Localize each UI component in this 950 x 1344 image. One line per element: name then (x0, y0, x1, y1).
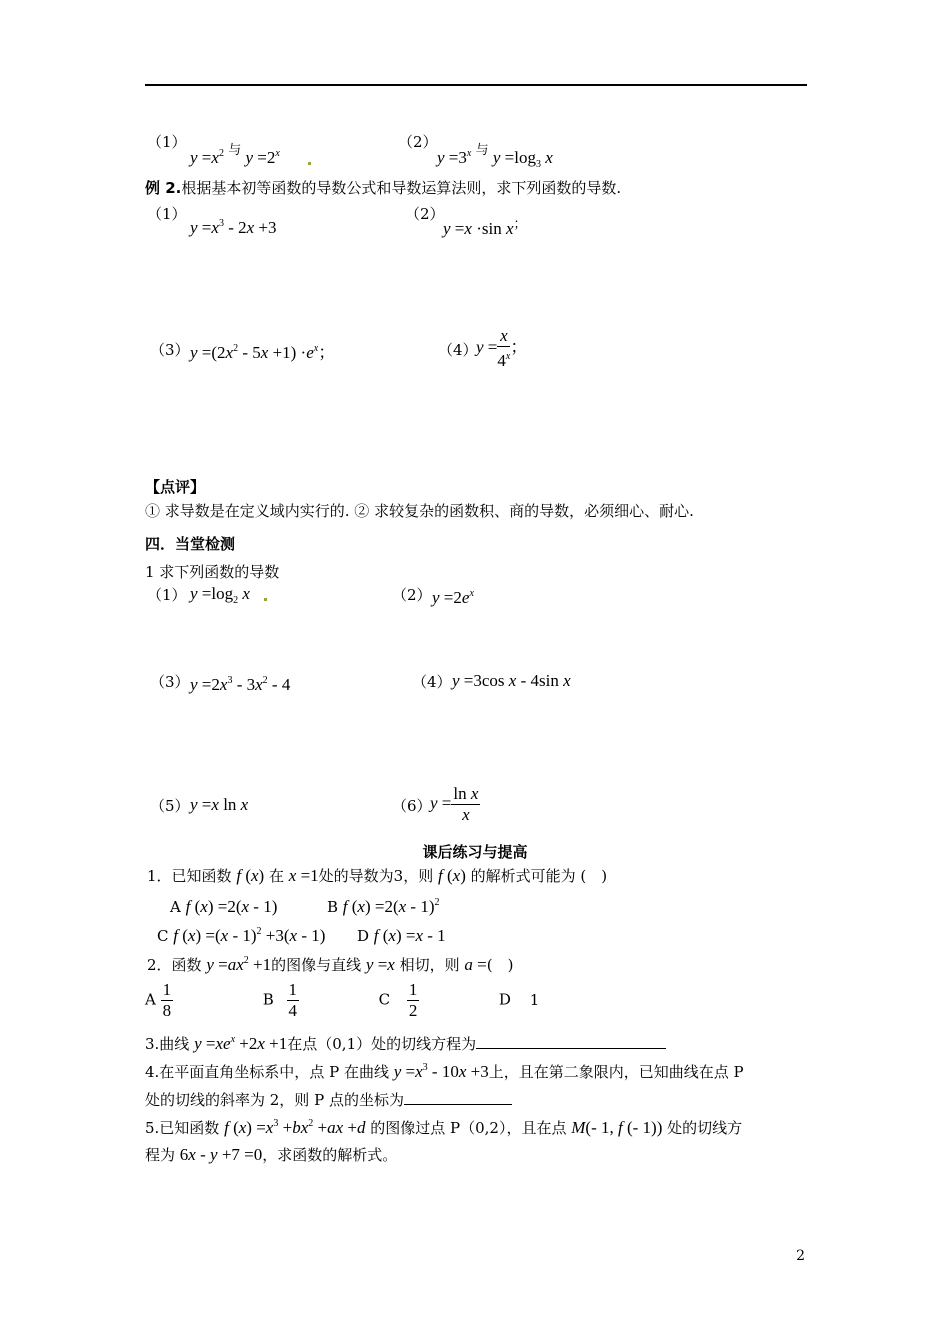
ex1-formula-2: $y =3^x$ $^与$ $y =\log_3$ x (437, 142, 553, 170)
ex2-item-2: （2） (405, 205, 445, 223)
test-formula-3: $y =2x^3 - 3x^2 - 4$ (190, 675, 291, 694)
question-1-options-ab: A f (x) =2(x - 1) B f (x) =2(x - 1)$^2$ (170, 897, 440, 916)
test-item-4: （4） (412, 673, 452, 691)
ex1-item-1: （1） (147, 133, 187, 151)
ex2-formula-3: $y =(2x^2 - 5x +1) \cdot e^x$； (190, 343, 336, 362)
question-4-cont: 处的切线的斜率为 2，则 P 点的坐标为 (145, 1090, 512, 1110)
header-rule (145, 84, 807, 86)
test-item-2: （2） (392, 586, 432, 604)
test-formula-5: y =x ln x (190, 795, 249, 814)
question-5: 5.已知函数 f $(x) =x^3 +bx^2 +ax +d$ 的图像过点 P（0,2），且在点 M(- 1, f (- 1)) 处的切线方 (145, 1118, 743, 1137)
comment-title: 【点评】 (145, 478, 206, 496)
answer-blank-4[interactable] (404, 1090, 512, 1105)
ex2-formula-2: y =x ·sin x； (443, 216, 527, 238)
test-item-5: （5） (150, 797, 190, 815)
test-formula-6: y = $\frac{\text{ln x}}{x}$ (430, 784, 479, 824)
ex1-formula-1: $y =x^2$ $^与$ $y =2^x$ (190, 140, 313, 168)
ex2-formula-1: $y =x^3 - 2x +3$ (190, 218, 277, 237)
test-formula-4: y =3cos x - 4sin x (452, 671, 571, 690)
test-item-1: （1） (147, 586, 187, 604)
ex2-formula-4: y = $\frac{x}{4^x}$ ； (476, 326, 528, 370)
page-number: 2 (796, 1248, 805, 1264)
question-5-cont: 程为 6x - y +7 =0，求函数的解析式。 (145, 1145, 398, 1164)
question-1-options-cd: C f (x) =(x - 1)$^2$ +3(x - 1) D f (x) =x - 1 (157, 926, 446, 945)
ex2-title: 例 2.根据基本初等函数的导数公式和导数运算法则，求下列函数的导数. (145, 179, 622, 197)
question-2: 2．函数 $y =ax^2 +1$的图像与直线 y =x 相切，则 a =( ) (147, 955, 514, 974)
ex2-item-3: （3） (150, 341, 190, 359)
question-4: 4.在平面直角坐标系中，点 P 在曲线 $y =x^3 - 10x +3$上，且在第二象限内，已知曲线在点 P (145, 1062, 744, 1081)
ex2-item-4: （4） (438, 341, 478, 359)
ex2-item-1: （1） (147, 205, 187, 223)
comment-text: ① 求导数是在定义域内实行的. ② 求较复杂的函数积、商的导数，必须细心、耐心. (145, 502, 694, 520)
question-1: 1．已知函数 f (x) 在 x =1处的导数为3，则 f (x) 的解析式可能为 ( ) (147, 866, 608, 885)
test-item-3: （3） (150, 673, 190, 691)
section4-title: 四．当堂检测 (145, 535, 236, 553)
test-intro: 1 求下列函数的导数 (145, 563, 280, 581)
question-2-options: A $\frac{1}{8}$ B $\frac{1}{4}$ C $\frac{1}{2}$ D 1 (145, 980, 540, 1020)
test-formula-2: $y =2e^x$ (432, 588, 474, 607)
test-item-6: （6） (392, 797, 432, 815)
question-3: 3.曲线 $y =xe^x +2x +1$在点（0,1）处的切线方程为 (145, 1030, 666, 1054)
after-class-title: 课后练习与提高 (422, 843, 528, 861)
test-formula-1: $y =\log_2$ x (190, 584, 269, 611)
ex1-item-2: （2） (398, 133, 438, 151)
answer-blank-3[interactable] (476, 1034, 666, 1049)
